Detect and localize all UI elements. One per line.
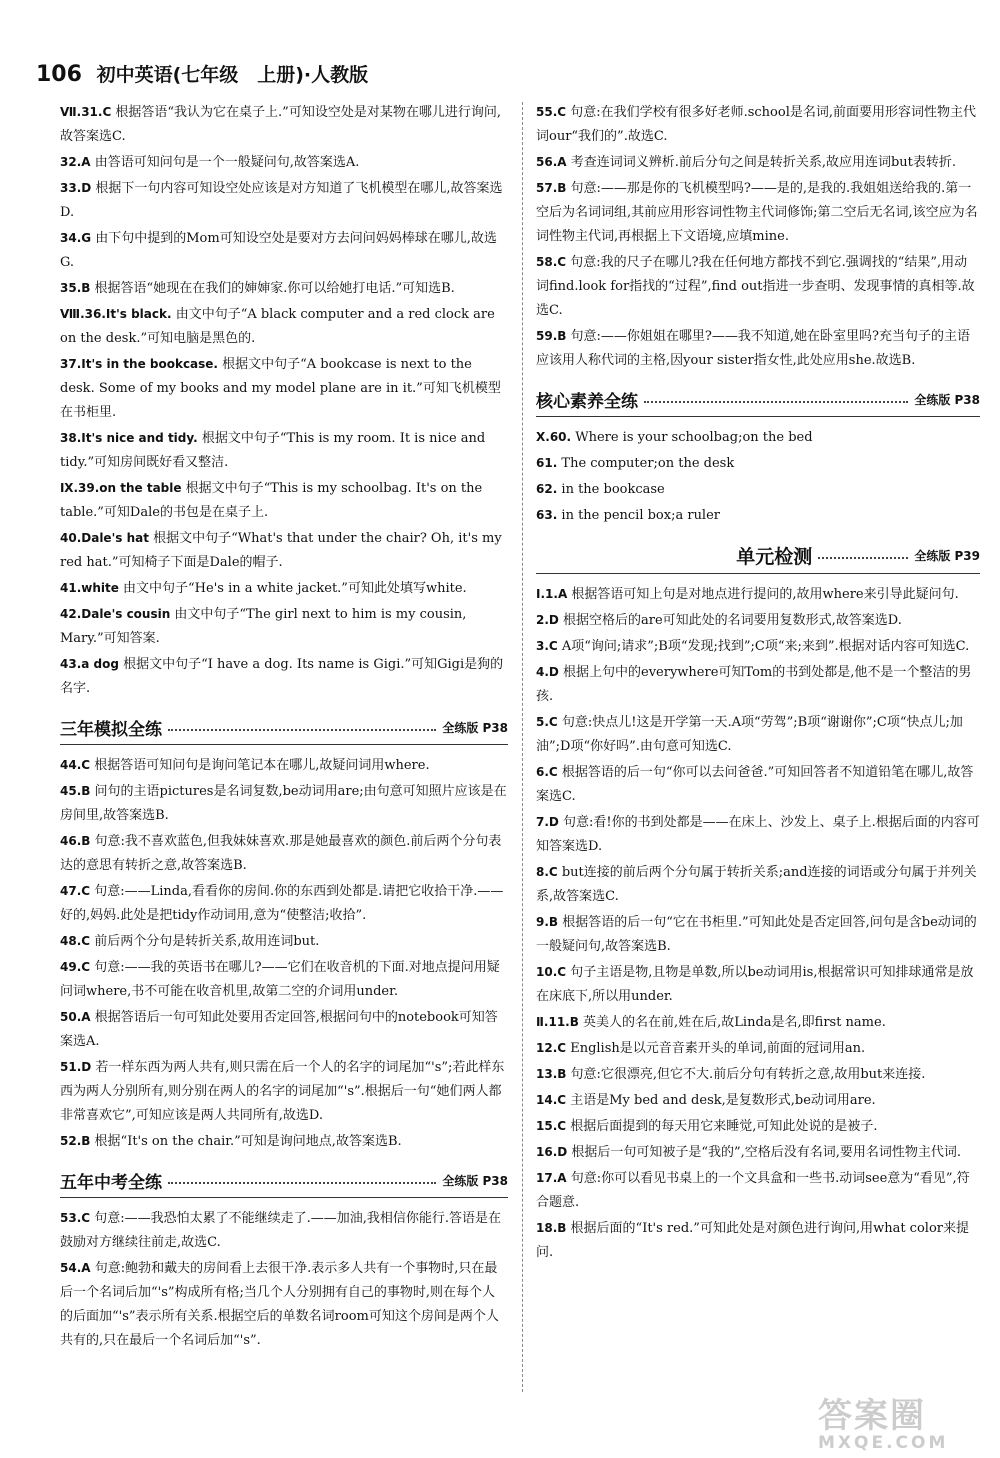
section-ref: 全练版 P38 bbox=[442, 721, 508, 735]
answer-item bbox=[60, 1129, 508, 1154]
part-numeral: Ⅷ. bbox=[60, 307, 85, 321]
answer-item bbox=[536, 1036, 980, 1061]
answer-explanation: 根据“It's on the chair.”可知是询问地点,故答案选B. bbox=[94, 1134, 402, 1149]
section-ref: 全练版 P38 bbox=[914, 393, 980, 407]
question-number: 36.It's black. bbox=[84, 307, 172, 321]
question-number: 11.B bbox=[548, 1015, 579, 1029]
answer-item bbox=[536, 810, 980, 859]
answer-item bbox=[536, 1114, 980, 1139]
section-rule bbox=[60, 744, 508, 745]
answer-item bbox=[536, 582, 980, 607]
question-number: 12.C bbox=[536, 1041, 567, 1055]
answer-item bbox=[536, 425, 980, 450]
question-number: 42.Dale's cousin bbox=[60, 607, 171, 621]
answer-item bbox=[536, 1062, 980, 1087]
question-number: 50.A bbox=[60, 1010, 91, 1024]
question-number: 58.C bbox=[536, 255, 567, 269]
part-numeral: Ⅱ. bbox=[536, 1015, 549, 1029]
question-number: 47.C bbox=[60, 884, 91, 898]
answer-item bbox=[60, 1256, 508, 1353]
question-number: 14.C bbox=[536, 1093, 567, 1107]
question-number: 55.C bbox=[536, 105, 567, 119]
answer-item bbox=[536, 1010, 980, 1035]
question-number: 57.B bbox=[536, 181, 567, 195]
question-number: 63. bbox=[536, 508, 558, 522]
watermark-url: MXQE.COM bbox=[818, 1433, 949, 1453]
answer-explanation: 考查连词词义辨析.前后分句之间是转折关系,故应用连词but表转折. bbox=[570, 155, 957, 170]
question-number: 48.C bbox=[60, 934, 91, 948]
answer-item bbox=[536, 1088, 980, 1113]
question-number: 62. bbox=[536, 482, 558, 496]
answer-explanation: in the pencil box;a ruler bbox=[561, 508, 721, 523]
section-header-three-year bbox=[60, 715, 508, 740]
answer-item bbox=[536, 910, 980, 959]
answer-item bbox=[536, 150, 980, 175]
question-number: 35.B bbox=[60, 281, 91, 295]
answer-item bbox=[536, 860, 980, 909]
answer-block-vii-ix bbox=[60, 100, 508, 701]
question-number: 5.C bbox=[536, 715, 558, 729]
watermark-logo bbox=[818, 1398, 978, 1453]
answer-explanation: 句意:我的尺子在哪儿?我在任何地方都找不到它.强调找的“结果”,用动词find.look for指找的“过程”,find out指进一步查明、发现事情的真相等.故选C. bbox=[536, 255, 975, 318]
answer-item bbox=[536, 324, 980, 373]
answer-item bbox=[60, 276, 508, 301]
answer-explanation: 由文中句子“A black computer and a red clock are on the desk.”可知电脑是黑色的. bbox=[60, 307, 495, 346]
question-number: 3.C bbox=[536, 639, 558, 653]
answer-item bbox=[60, 1055, 508, 1128]
answer-item bbox=[536, 451, 980, 476]
answer-block-44-52 bbox=[60, 753, 508, 1154]
answer-item bbox=[536, 176, 980, 249]
answer-item bbox=[536, 660, 980, 709]
answer-explanation: 问句的主语pictures是名词复数,be动词用are;由句意可知照片应该是在房间里,故答案选B. bbox=[60, 784, 507, 823]
answer-explanation: 句意:——我恐怕太累了不能继续走了.——加油,我相信你能行.答语是在鼓励对方继续往前走,故选C. bbox=[60, 1211, 501, 1250]
question-number: 2.D bbox=[536, 613, 559, 627]
dotted-leader bbox=[818, 557, 908, 559]
answer-explanation: 句意:——Linda,看看你的房间.你的东西到处都是.请把它收拾干净.——好的,妈妈.此处是把tidy作动词用,意为“使整洁;收拾”. bbox=[60, 884, 504, 923]
answer-explanation: 根据文中句子“A bookcase is next to the desk. Some of my books and my model plane are in it.”可知飞机模型在书柜里. bbox=[60, 357, 501, 420]
answer-item bbox=[536, 760, 980, 809]
answer-item bbox=[60, 779, 508, 828]
answer-item bbox=[60, 426, 508, 475]
section-ref: 全练版 P39 bbox=[914, 549, 980, 563]
part-numeral: Ⅹ. bbox=[536, 430, 550, 444]
answer-explanation: 句意:我不喜欢蓝色,但我妹妹喜欢.那是她最喜欢的颜色.前后两个分句表达的意思有转折之意,故答案选B. bbox=[60, 834, 502, 873]
question-number: 60. bbox=[549, 430, 572, 444]
part-numeral: Ⅰ. bbox=[536, 587, 546, 601]
section-header-five-year bbox=[60, 1168, 508, 1193]
answer-explanation: 句意:——你姐姐在哪里?——我不知道,她在卧室里吗?充当句子的主语应该用人称代词的主格,因your sister指女性,此处应用she.故选B. bbox=[536, 329, 970, 368]
answer-item bbox=[60, 352, 508, 425]
left-column bbox=[60, 100, 508, 1354]
answer-item bbox=[60, 526, 508, 575]
answer-explanation: 主语是My bed and desk,是复数形式,be动词用are. bbox=[570, 1093, 876, 1108]
section-header-unit-test bbox=[536, 542, 980, 569]
answer-explanation: 句意:——我的英语书在哪儿?——它们在收音机的下面.对地点提问用疑问词where,书不可能在收音机里,故第二空的介词用under. bbox=[60, 960, 500, 999]
answer-item bbox=[536, 710, 980, 759]
answer-explanation: 若一样东西为两人共有,则只需在后一个人的名字的词尾加“'s”;若此样东西为两人分别所有,则分别在两人的名字的词尾加“'s”.根据后一句“她们两人都非常喜欢它”,可知应该是两人共同所有,故选D. bbox=[60, 1060, 505, 1123]
answer-item bbox=[60, 476, 508, 525]
part-numeral: Ⅸ. bbox=[60, 481, 79, 495]
answer-block-53-54 bbox=[60, 1206, 508, 1353]
book-title: 初中英语(七年级 上册)·人教版 bbox=[96, 64, 369, 86]
answer-item bbox=[536, 1166, 980, 1215]
part-numeral: Ⅶ. bbox=[60, 105, 82, 119]
answer-item bbox=[536, 608, 980, 633]
question-number: 61. bbox=[536, 456, 558, 470]
answer-explanation: 根据答语的后一句“它在书柜里.”可知此处是否定回答,问句是含be动词的一般疑问句,故答案选B. bbox=[536, 915, 977, 954]
answer-explanation: 根据后面提到的每天用它来睡觉,可知此处说的是被子. bbox=[570, 1119, 878, 1134]
right-column bbox=[536, 100, 980, 1266]
page-header bbox=[36, 60, 368, 87]
question-number: 54.A bbox=[60, 1261, 91, 1275]
answer-item bbox=[60, 652, 508, 701]
answer-explanation: 句意:鲍勃和戴夫的房间看上去很干净.表示多人共有一个事物时,只在最后一个名词后加“'s”构成所有格;当几个人分别拥有自己的事物时,则在每个人的后面加“'s”表示所有关系.根据空后的单数名词room可知这个房间是两个人共有的,只在最后一个名词后加“'s”. bbox=[60, 1261, 499, 1348]
question-number: 45.B bbox=[60, 784, 91, 798]
answer-item bbox=[536, 634, 980, 659]
question-number: 51.D bbox=[60, 1060, 92, 1074]
question-number: 33.D bbox=[60, 181, 92, 195]
answer-item bbox=[536, 1216, 980, 1265]
answer-explanation: but连接的前后两个分句属于转折关系;and连接的词语或分句属于并列关系,故答案选C. bbox=[536, 865, 977, 904]
question-number: 31.C bbox=[81, 105, 112, 119]
question-number: 16.D bbox=[536, 1145, 568, 1159]
answer-explanation: 前后两个分句是转折关系,故用连词but. bbox=[94, 934, 320, 949]
question-number: 38.It's nice and tidy. bbox=[60, 431, 198, 445]
answer-explanation: 根据后一句可知被子是“我的”,空格后没有名词,要用名词性物主代词. bbox=[571, 1145, 962, 1160]
question-number: 17.A bbox=[536, 1171, 567, 1185]
answer-item bbox=[60, 602, 508, 651]
answer-explanation: 根据答语“我认为它在桌子上.”可知设空处是对某物在哪儿进行询问,故答案选C. bbox=[60, 105, 501, 144]
answer-item bbox=[60, 1206, 508, 1255]
dotted-leader bbox=[168, 729, 436, 731]
dotted-leader bbox=[644, 401, 908, 403]
answer-explanation: Where is your schoolbag;on the bed bbox=[575, 430, 813, 445]
answer-block-60-63 bbox=[536, 425, 980, 528]
answer-explanation: 根据下一句内容可知设空处应该是对方知道了飞机模型在哪儿,故答案选D. bbox=[60, 181, 503, 220]
answer-item bbox=[60, 1005, 508, 1054]
section-title: 五年中考全练 bbox=[60, 1173, 162, 1193]
answer-item bbox=[60, 955, 508, 1004]
answer-item bbox=[536, 100, 980, 149]
question-number: 59.B bbox=[536, 329, 567, 343]
question-number: 8.C bbox=[536, 865, 558, 879]
question-number: 1.A bbox=[545, 587, 568, 601]
question-number: 6.C bbox=[536, 765, 558, 779]
answer-explanation: 由文中句子“He's in a white jacket.”可知此处填写white. bbox=[123, 581, 467, 596]
answer-explanation: 句子主语是物,且物是单数,所以be动词用is,根据常识可知排球通常是放在床底下,所以用under. bbox=[536, 965, 974, 1004]
answer-explanation: 根据答语可知上句是对地点进行提问的,故用where来引导此疑问句. bbox=[571, 587, 959, 602]
question-number: 49.C bbox=[60, 960, 91, 974]
question-number: 53.C bbox=[60, 1211, 91, 1225]
question-number: 15.C bbox=[536, 1119, 567, 1133]
question-number: 40.Dale's hat bbox=[60, 531, 149, 545]
answer-explanation: 根据答语后一句可知此处要用否定回答,根据问句中的notebook可知答案选A. bbox=[60, 1010, 498, 1049]
question-number: 34.G bbox=[60, 231, 92, 245]
section-ref: 全练版 P38 bbox=[442, 1174, 508, 1188]
answer-explanation: 句意:——那是你的飞机模型吗?——是的,是我的.我姐姐送给我的.第一空后为名词词组,其前应用形容词性物主代词修饰;第二空后无名词,该空应为名词性物主代词,再根据上下文语境,应填mine. bbox=[536, 181, 978, 244]
dotted-leader bbox=[168, 1182, 436, 1184]
answer-explanation: 由下句中提到的Mom可知设空处是要对方去问问妈妈棒球在哪儿,故选G. bbox=[60, 231, 497, 270]
watermark-text: 答案圈 bbox=[818, 1396, 926, 1436]
section-title: 三年模拟全练 bbox=[60, 720, 162, 740]
answer-explanation: 根据答语可知问句是询问笔记本在哪儿,故疑问词用where. bbox=[94, 758, 430, 773]
section-rule bbox=[60, 1197, 508, 1198]
answer-item bbox=[60, 100, 508, 149]
question-number: 9.B bbox=[536, 915, 559, 929]
answer-explanation: 由答语可知问句是一个一般疑问句,故答案选A. bbox=[94, 155, 360, 170]
question-number: 43.a dog bbox=[60, 657, 119, 671]
section-header-core bbox=[536, 387, 980, 412]
answer-explanation: 句意:看!你的书到处都是——在床上、沙发上、桌子上.根据后面的内容可知答案选D. bbox=[536, 815, 980, 854]
answer-item bbox=[60, 302, 508, 351]
answer-explanation: in the bookcase bbox=[561, 482, 665, 497]
answer-explanation: 句意:在我们学校有很多好老师.school是名词,前面要用形容词性物主代词our“我们的”.故选C. bbox=[536, 105, 976, 144]
question-number: 56.A bbox=[536, 155, 567, 169]
question-number: 32.A bbox=[60, 155, 91, 169]
answer-item bbox=[536, 503, 980, 528]
answer-block-55-59 bbox=[536, 100, 980, 373]
answer-item bbox=[60, 829, 508, 878]
answer-explanation: 句意:快点儿!这是开学第一天.A项“劳驾”;B项“谢谢你”;C项“快点儿;加油”;D项“你好吗”.由句意可知选C. bbox=[536, 715, 963, 754]
answer-item bbox=[536, 1140, 980, 1165]
answer-item bbox=[536, 477, 980, 502]
answer-item bbox=[536, 960, 980, 1009]
question-number: 4.D bbox=[536, 665, 559, 679]
answer-explanation: 英美人的名在前,姓在后,故Linda是名,即first name. bbox=[583, 1015, 886, 1030]
page-number: 106 bbox=[36, 62, 82, 87]
answer-explanation: 根据后面的“It's red.”可知此处是对颜色进行询问,用what color来提问. bbox=[536, 1221, 969, 1260]
section-rule bbox=[536, 416, 980, 417]
answer-explanation: The computer;on the desk bbox=[561, 456, 735, 471]
answer-explanation: 根据答语“她现在在我们的婶婶家.你可以给她打电话.”可知选B. bbox=[94, 281, 455, 296]
column-divider bbox=[522, 102, 523, 1392]
answer-item bbox=[60, 176, 508, 225]
answer-explanation: 根据文中句子“I have a dog. Its name is Gigi.”可知Gigi是狗的名字. bbox=[60, 657, 504, 696]
answer-explanation: 根据文中句子“This is my room. It is nice and tidy.”可知房间既好看又整洁. bbox=[60, 431, 486, 470]
answer-explanation: 根据空格后的are可知此处的名词要用复数形式,故答案选D. bbox=[563, 613, 902, 628]
answer-explanation: 句意:它很漂亮,但它不大.前后分句有转折之意,故用but来连接. bbox=[570, 1067, 926, 1082]
section-title: 核心素养全练 bbox=[536, 392, 638, 412]
answer-explanation: English是以元音音素开头的单词,前面的冠词用an. bbox=[570, 1041, 866, 1056]
answer-item bbox=[60, 753, 508, 778]
answer-explanation: 根据答语的后一句“你可以去问爸爸.”可知回答者不知道铅笔在哪儿,故答案选C. bbox=[536, 765, 974, 804]
answer-item bbox=[60, 150, 508, 175]
answer-item bbox=[60, 929, 508, 954]
question-number: 10.C bbox=[536, 965, 567, 979]
answer-explanation: A项“询问;请求”;B项“发现;找到”;C项“来;来到”.根据对话内容可知选C. bbox=[561, 639, 970, 654]
answer-explanation: 根据文中句子“This is my schoolbag. It's on the table.”可知Dale的书包是在桌子上. bbox=[60, 481, 483, 520]
question-number: 18.B bbox=[536, 1221, 567, 1235]
question-number: 44.C bbox=[60, 758, 91, 772]
question-number: 37.It's in the bookcase. bbox=[60, 357, 218, 371]
question-number: 39.on the table bbox=[78, 481, 182, 495]
question-number: 7.D bbox=[536, 815, 559, 829]
question-number: 46.B bbox=[60, 834, 91, 848]
question-number: 13.B bbox=[536, 1067, 567, 1081]
answer-explanation: 根据文中句子“What's that under the chair? Oh, it's my red hat.”可知椅子下面是Dale的帽子. bbox=[60, 531, 502, 570]
section-rule bbox=[536, 573, 980, 574]
question-number: 52.B bbox=[60, 1134, 91, 1148]
answer-item bbox=[536, 250, 980, 323]
answer-item bbox=[60, 226, 508, 275]
answer-item bbox=[60, 879, 508, 928]
section-title: 单元检测 bbox=[736, 546, 813, 568]
question-number: 41.white bbox=[60, 581, 119, 595]
answer-explanation: 句意:你可以看见书桌上的一个文具盒和一些书.动词see意为“看见”,符合题意. bbox=[536, 1171, 970, 1210]
answer-block-unit-test bbox=[536, 582, 980, 1265]
answer-explanation: 根据上句中的everywhere可知Tom的书到处都是,他不是一个整洁的男孩. bbox=[536, 665, 972, 704]
answer-item bbox=[60, 576, 508, 601]
answer-explanation: 由文中句子“The girl next to him is my cousin, Mary.”可知答案. bbox=[60, 607, 467, 646]
